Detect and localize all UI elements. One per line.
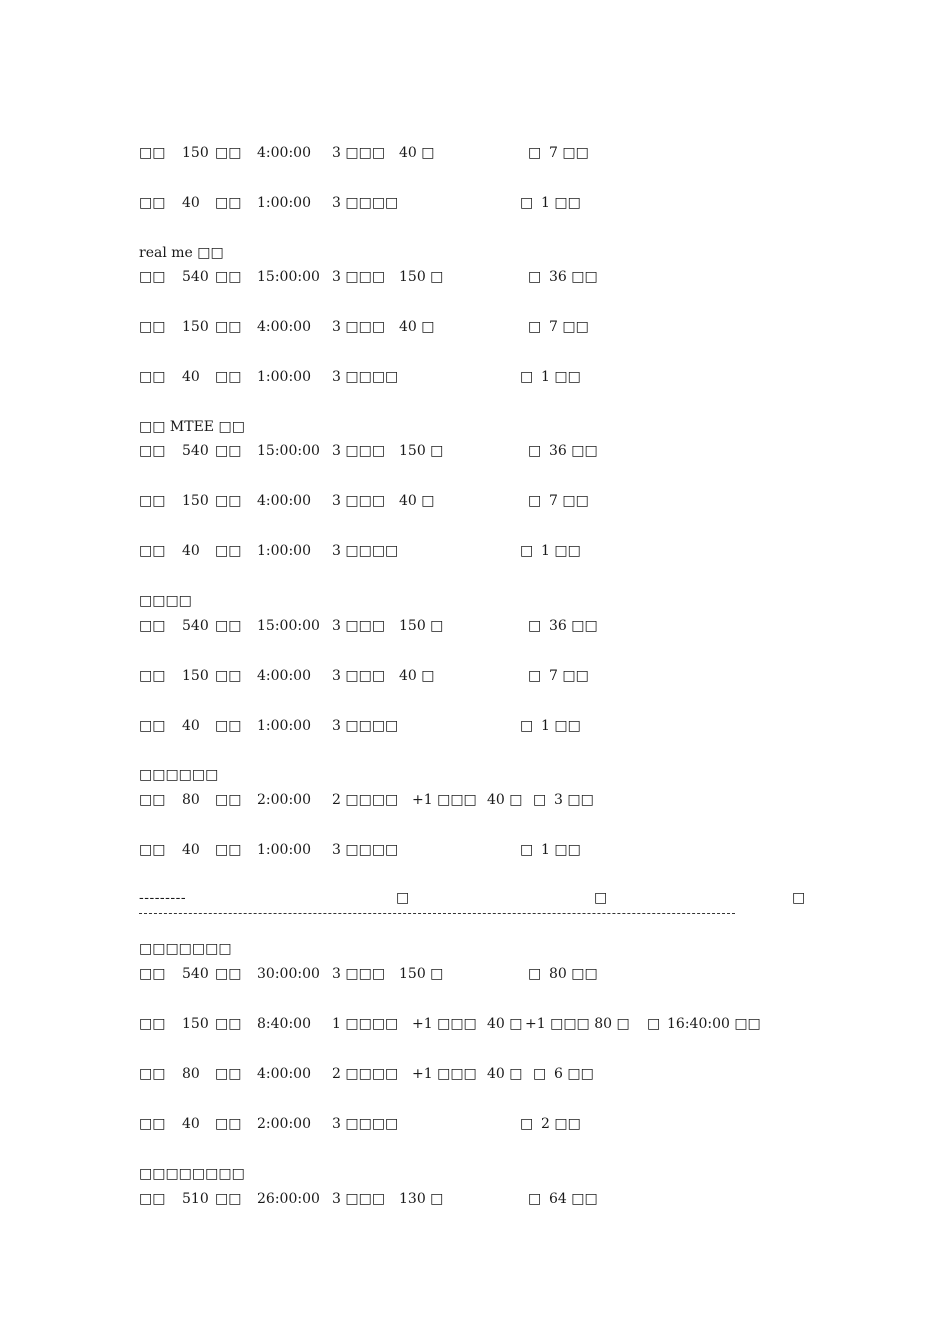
mark: □ (520, 195, 534, 211)
duration: 1:00:00 (257, 369, 311, 385)
extra-3: +1 □□□ 80 □ (525, 1016, 630, 1032)
section-heading: □□□□□□ (139, 767, 219, 783)
count: 3 □□□□ (332, 842, 399, 858)
row-label: □□ (139, 1066, 166, 1082)
duration: 15:00:00 (257, 618, 320, 634)
result: 7 □□ (549, 668, 589, 684)
unit: □□ (215, 443, 242, 459)
count: 3 □□□□ (332, 369, 399, 385)
count: 3 □□□ (332, 668, 386, 684)
row-label: □□ (139, 792, 166, 808)
unit: □□ (215, 1116, 242, 1132)
mark: □ (528, 443, 542, 459)
extra-1: 40 □ (399, 319, 435, 335)
result: 1 □□ (541, 195, 581, 211)
extra-1: +1 □□□ (412, 1016, 477, 1032)
unit: □□ (215, 1016, 242, 1032)
unit: □□ (215, 493, 242, 509)
extra-2: 40 □ (487, 1016, 523, 1032)
row-label: □□ (139, 1191, 166, 1207)
row-label: □□ (139, 319, 166, 335)
count: 3 □□□ (332, 443, 386, 459)
mark: □ (528, 493, 542, 509)
result: 2 □□ (541, 1116, 581, 1132)
row-label: □□ (139, 618, 166, 634)
section-heading: □□□□ (139, 593, 192, 609)
result: 7 □□ (549, 319, 589, 335)
unit: □□ (215, 668, 242, 684)
extra-1: 150 □ (399, 443, 444, 459)
unit: □□ (215, 543, 242, 559)
extra-1: 150 □ (399, 966, 444, 982)
result: 1 □□ (541, 842, 581, 858)
duration: 2:00:00 (257, 792, 311, 808)
amount: 80 (182, 792, 200, 808)
extra-1: +1 □□□ (412, 792, 477, 808)
section-heading: □□ MTEE □□ (139, 419, 245, 435)
result: 36 □□ (549, 269, 598, 285)
duration: 4:00:00 (257, 1066, 311, 1082)
duration: 30:00:00 (257, 966, 320, 982)
amount: 540 (182, 618, 209, 634)
result: 80 □□ (549, 966, 598, 982)
duration: 26:00:00 (257, 1191, 320, 1207)
mark: □ (520, 718, 534, 734)
mark: □ (520, 543, 534, 559)
unit: □□ (215, 1191, 242, 1207)
result: 36 □□ (549, 443, 598, 459)
mark: □ (528, 618, 542, 634)
amount: 540 (182, 269, 209, 285)
duration: 1:00:00 (257, 195, 311, 211)
amount: 40 (182, 195, 200, 211)
row-label: □□ (139, 966, 166, 982)
separator-dashes: --------- (139, 890, 187, 906)
extra-1: 130 □ (399, 1191, 444, 1207)
extra-1: 150 □ (399, 269, 444, 285)
extra-1: 40 □ (399, 493, 435, 509)
result: 3 □□ (554, 792, 594, 808)
result: 64 □□ (549, 1191, 598, 1207)
result: 16:40:00 □□ (667, 1016, 761, 1032)
amount: 540 (182, 443, 209, 459)
unit: □□ (215, 966, 242, 982)
unit: □□ (215, 842, 242, 858)
section-heading: real me □□ (139, 245, 224, 261)
count: 3 □□□□ (332, 718, 399, 734)
mark: □ (533, 792, 547, 808)
amount: 40 (182, 369, 200, 385)
amount: 80 (182, 1066, 200, 1082)
result: 1 □□ (541, 543, 581, 559)
count: 3 □□□ (332, 269, 386, 285)
unit: □□ (215, 145, 242, 161)
extra-2: 40 □ (487, 1066, 523, 1082)
amount: 40 (182, 842, 200, 858)
separator-mark: □ (792, 890, 806, 906)
row-label: □□ (139, 668, 166, 684)
extra-1: 40 □ (399, 145, 435, 161)
mark: □ (528, 145, 542, 161)
count: 3 □□□□ (332, 543, 399, 559)
amount: 510 (182, 1191, 209, 1207)
section-heading: □□□□□□□□ (139, 1166, 245, 1182)
duration: 1:00:00 (257, 543, 311, 559)
amount: 150 (182, 1016, 209, 1032)
extra-1: 40 □ (399, 668, 435, 684)
count: 3 □□□ (332, 618, 386, 634)
count: 1 □□□□ (332, 1016, 399, 1032)
result: 7 □□ (549, 493, 589, 509)
unit: □□ (215, 1066, 242, 1082)
amount: 40 (182, 543, 200, 559)
amount: 150 (182, 668, 209, 684)
mark: □ (528, 319, 542, 335)
mark: □ (647, 1016, 661, 1032)
duration: 4:00:00 (257, 319, 311, 335)
amount: 540 (182, 966, 209, 982)
duration: 2:00:00 (257, 1116, 311, 1132)
result: 6 □□ (554, 1066, 594, 1082)
amount: 40 (182, 1116, 200, 1132)
extra-2: 40 □ (487, 792, 523, 808)
unit: □□ (215, 792, 242, 808)
count: 3 □□□□ (332, 1116, 399, 1132)
section-heading: □□□□□□□ (139, 941, 232, 957)
count: 3 □□□ (332, 966, 386, 982)
mark: □ (528, 1191, 542, 1207)
amount: 150 (182, 319, 209, 335)
count: 3 □□□ (332, 1191, 386, 1207)
count: 3 □□□□ (332, 195, 399, 211)
row-label: □□ (139, 1016, 166, 1032)
row-label: □□ (139, 718, 166, 734)
unit: □□ (215, 618, 242, 634)
row-label: □□ (139, 1116, 166, 1132)
unit: □□ (215, 195, 242, 211)
separator-mark: □ (396, 890, 410, 906)
count: 2 □□□□ (332, 792, 399, 808)
duration: 4:00:00 (257, 493, 311, 509)
row-label: □□ (139, 842, 166, 858)
amount: 40 (182, 718, 200, 734)
count: 2 □□□□ (332, 1066, 399, 1082)
row-label: □□ (139, 493, 166, 509)
duration: 4:00:00 (257, 145, 311, 161)
unit: □□ (215, 369, 242, 385)
result: 7 □□ (549, 145, 589, 161)
separator-mark: □ (594, 890, 608, 906)
result: 1 □□ (541, 718, 581, 734)
result: 1 □□ (541, 369, 581, 385)
mark: □ (520, 369, 534, 385)
extra-1: 150 □ (399, 618, 444, 634)
count: 3 □□□ (332, 493, 386, 509)
duration: 4:00:00 (257, 668, 311, 684)
row-label: □□ (139, 195, 166, 211)
unit: □□ (215, 269, 242, 285)
amount: 150 (182, 145, 209, 161)
unit: □□ (215, 319, 242, 335)
row-label: □□ (139, 369, 166, 385)
mark: □ (533, 1066, 547, 1082)
separator-line (139, 913, 735, 914)
row-label: □□ (139, 145, 166, 161)
count: 3 □□□ (332, 145, 386, 161)
result: 36 □□ (549, 618, 598, 634)
row-label: □□ (139, 443, 166, 459)
mark: □ (520, 1116, 534, 1132)
duration: 15:00:00 (257, 443, 320, 459)
duration: 1:00:00 (257, 718, 311, 734)
count: 3 □□□ (332, 319, 386, 335)
duration: 15:00:00 (257, 269, 320, 285)
mark: □ (528, 668, 542, 684)
unit: □□ (215, 718, 242, 734)
row-label: □□ (139, 543, 166, 559)
extra-1: +1 □□□ (412, 1066, 477, 1082)
mark: □ (520, 842, 534, 858)
row-label: □□ (139, 269, 166, 285)
duration: 8:40:00 (257, 1016, 311, 1032)
mark: □ (528, 966, 542, 982)
mark: □ (528, 269, 542, 285)
amount: 150 (182, 493, 209, 509)
duration: 1:00:00 (257, 842, 311, 858)
